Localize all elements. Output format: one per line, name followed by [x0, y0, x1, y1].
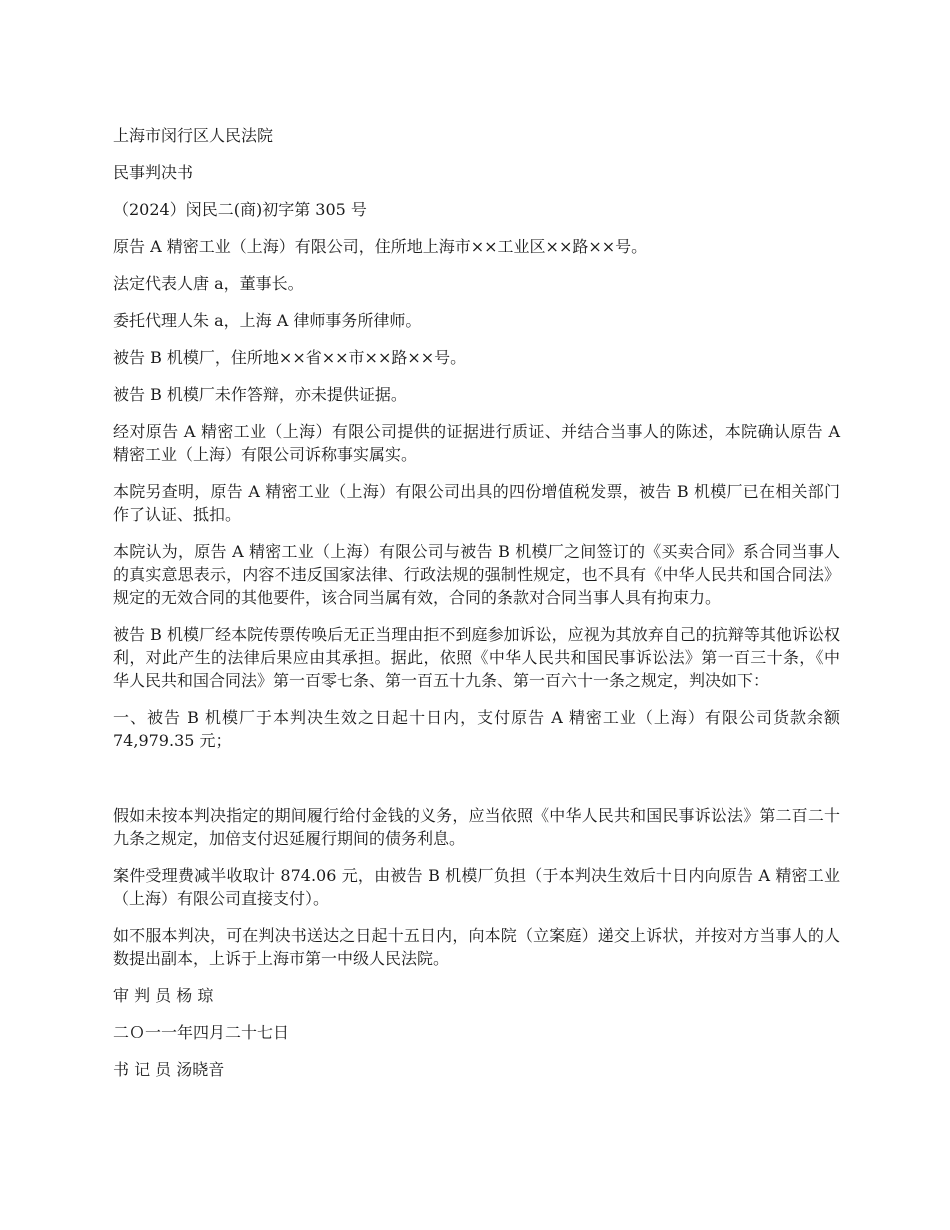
agent-info: 委托代理人朱 a，上海 A 律师事务所律师。 [113, 311, 422, 330]
case-fee: 案件受理费减半收取计 874.06 元，由被告 B 机模厂负担（于本判决生效后十日内向原告 A 精密工业（上海）有限公司直接支付）。 [113, 866, 840, 908]
court-name: 上海市闵行区人民法院 [113, 126, 274, 145]
judgment-date: 二Ｏ一一年四月二十七日 [113, 1023, 290, 1042]
evidence-confirmation: 经对原告 A 精密工业（上海）有限公司提供的证据进行质证、并结合当事人的陈述，本院确认原告 A 精密工业（上海）有限公司诉称事实属实。 [113, 422, 840, 464]
document-type: 民事判决书 [113, 163, 194, 182]
clerk-signature: 书 记 员 汤晓音 [113, 1060, 225, 1079]
further-findings: 本院另查明，原告 A 精密工业（上海）有限公司出具的四份增值税发票，被告 B 机模厂已在相关部门作了认证、抵扣。 [113, 482, 840, 524]
case-number: （2024）闵民二(商)初字第 305 号 [113, 200, 367, 219]
legal-representative: 法定代表人唐 a，董事长。 [113, 274, 304, 293]
defendant-info: 被告 B 机模厂，住所地××省××市××路××号。 [113, 348, 467, 367]
appeal-notice: 如不服本判决，可在判决书送达之日起十五日内，向本院（立案庭）递交上诉状，并按对方当事人的人数提出副本，上诉于上海市第一中级人民法院。 [113, 926, 840, 968]
judge-signature: 审 判 员 杨 琼 [113, 986, 214, 1005]
judgment-basis: 被告 B 机模厂经本院传票传唤后无正当理由拒不到庭参加诉讼，应视为其放弃自己的抗辩等其他诉讼权利，对此产生的法律后果应由其承担。据此，依照《中华人民共和国民事诉讼法》第一百三十条，《中华人民共和国合同法》第一百零七条、第一百五十九条、第一百六十一条之规定，判决如下： [113, 625, 840, 690]
court-opinion: 本院认为，原告 A 精密工业（上海）有限公司与被告 B 机模厂之间签订的《买卖合同》系合同当事人的真实意思表示，内容不违反国家法律、行政法规的强制性规定，也不具有《中华人民共和国合同法》规定的无效合同的其他要件，该合同当属有效，合同的条款对合同当事人具有拘束力。 [113, 542, 840, 607]
defendant-no-defense: 被告 B 机模厂未作答辩，亦未提供证据。 [113, 385, 407, 404]
judgment-item-1: 一、被告 B 机模厂于本判决生效之日起十日内，支付原告 A 精密工业（上海）有限公司货款余额 74,979.35 元； [113, 708, 840, 750]
judgment-document [113, 124, 840, 1095]
plaintiff-info: 原告 A 精密工业（上海）有限公司，住所地上海市××工业区××路××号。 [113, 237, 648, 256]
late-payment-clause: 假如未按本判决指定的期间履行给付金钱的义务，应当依照《中华人民共和国民事诉讼法》第二百二十九条之规定，加倍支付迟延履行期间的债务利息。 [113, 806, 840, 848]
